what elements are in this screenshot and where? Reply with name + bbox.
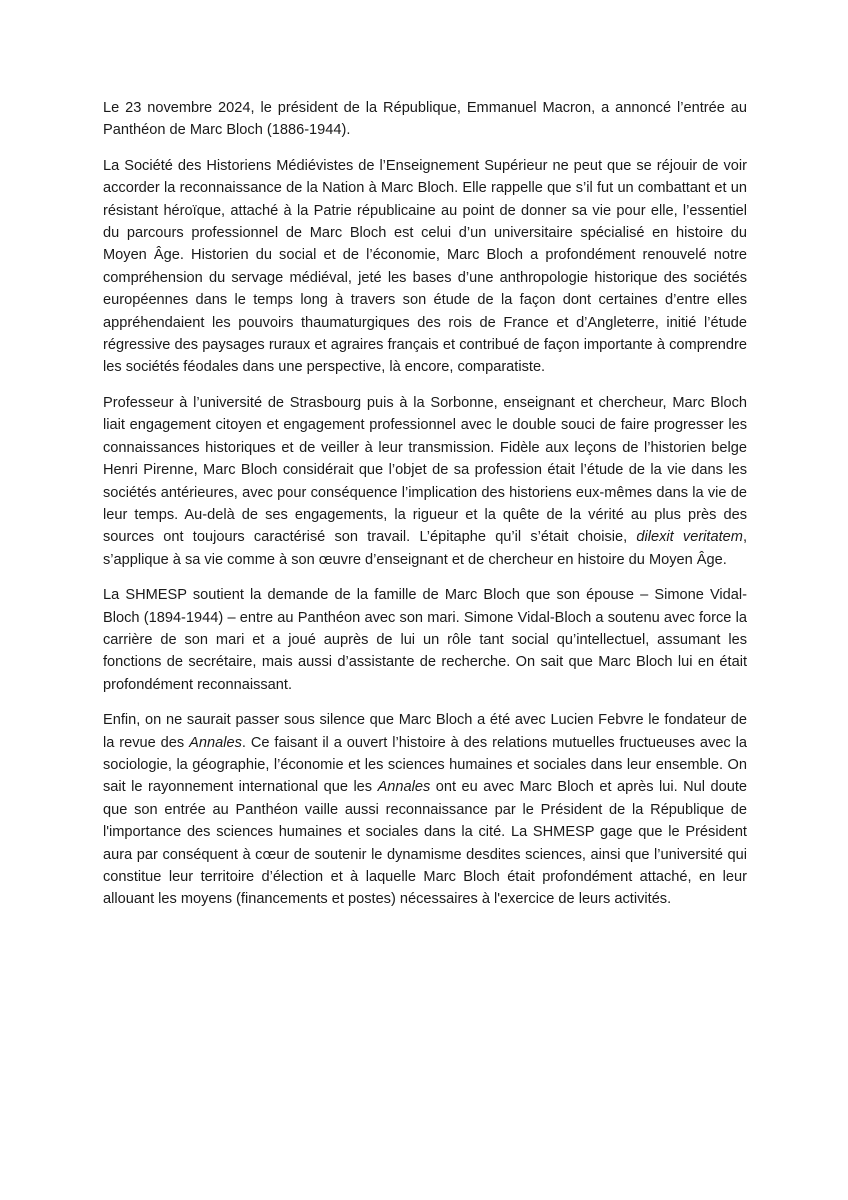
text-run: Le 23 novembre 2024, le président de la République, Emmanuel Macron, a annoncé l’entrée au Panthéon de Marc Bloch (1886-1944). (103, 100, 747, 139)
paragraph-simone-vidal-bloch (103, 584, 747, 696)
text-run-italic: Annales (377, 779, 431, 796)
text-run: , s’applique à sa vie comme à son œuvre d’enseignant et de chercheur en histoire du Moyen Âge. (103, 529, 747, 568)
text-run-italic: dilexit veritatem (636, 529, 743, 546)
text-run: ont eu avec Marc Bloch et après lui. Nul doute que son entrée au Panthéon vaille aussi reconnaissance par le Président de la République de l'importance des sciences humaines et sociales dans la cité. La SHMESP gage que le Président aura par conséquent à cœur de soutenir le dynamisme desdites sciences, ainsi que l’université qui constitue leur territoire d’élection et à laquelle Marc Bloch était profondément attaché, en leur allouant les moyens (financements et postes) nécessaires à l'exercice de leurs activités. (103, 779, 748, 908)
text-run: . Ce faisant il a ouvert l’histoire à des relations mutuelles fructueuses avec la sociologie, la géographie, l’économie et les sciences humaines et sociales dans leur ensemble. On sait le rayonnement international que les (103, 734, 747, 796)
text-run: La Société des Historiens Médiévistes de l’Enseignement Supérieur ne peut que se réjouir de voir accorder la reconnaissance de la Nation à Marc Bloch. Elle rappelle que s’il fut un combattant et un résistant héroïque, attaché à la Patrie républicaine au point de donner sa vie pour elle, l’essentiel du parcours professionnel de Marc Bloch est celui d’un universitaire spécialisé en histoire du Moyen Âge. Historien du social et de l’économie, Marc Bloch a profondément renouvelé notre compréhension du servage médiéval, jeté les bases d’une anthropologie historique des sociétés européennes dans le temps long à travers son étude de la façon dont certaines d’entre elles appréhendaient les pouvoirs thaumaturgiques des rois de France et d’Angleterre, initié l’étude régressive des paysages ruraux et agraires français et contribué de façon importante à comprendre les sociétés féodales dans une perspective, là encore, comparatiste. (103, 157, 747, 376)
text-run-italic: Annales (189, 734, 242, 751)
paragraph-society-statement (103, 155, 747, 379)
text-run: La SHMESP soutient la demande de la famille de Marc Bloch que son épouse – Simone Vidal-Bloch (1894-1944) – entre au Panthéon avec son mari. Simone Vidal-Bloch a soutenu avec force la carrière de son mari et a joué auprès de lui un rôle tant social qu’intellectuel, assumant les fonctions de secrétaire, mais aussi d’assistante de recherche. On sait que Marc Bloch lui en était profondément reconnaissant. (103, 587, 747, 693)
paragraph-annales (103, 709, 747, 911)
paragraph-professor (103, 392, 747, 571)
text-run: Professeur à l’université de Strasbourg puis à la Sorbonne, enseignant et chercheur, Marc Bloch liait engagement citoyen et engagement professionnel avec le double souci de faire progresser les connaissances historiques et de veiller à leur transmission. Fidèle aux leçons de l’historien belge Henri Pirenne, Marc Bloch considérait que l’objet de sa profession était l’étude de la vie dans les sociétés antérieures, avec pour conséquence l’implication des historiens eux-mêmes dans la vie de leur temps. Au-delà de ses engagements, la rigueur et la quête de la vérité au plus près des sources ont toujours caractérisé son travail. L’épitaphe qu’il s’était choisie, (103, 394, 747, 546)
document-page (103, 97, 747, 924)
paragraph-announcement (103, 97, 747, 142)
text-run: Enfin, on ne saurait passer sous silence que Marc Bloch a été avec Lucien Febvre le fondateur de la revue des (103, 712, 747, 751)
